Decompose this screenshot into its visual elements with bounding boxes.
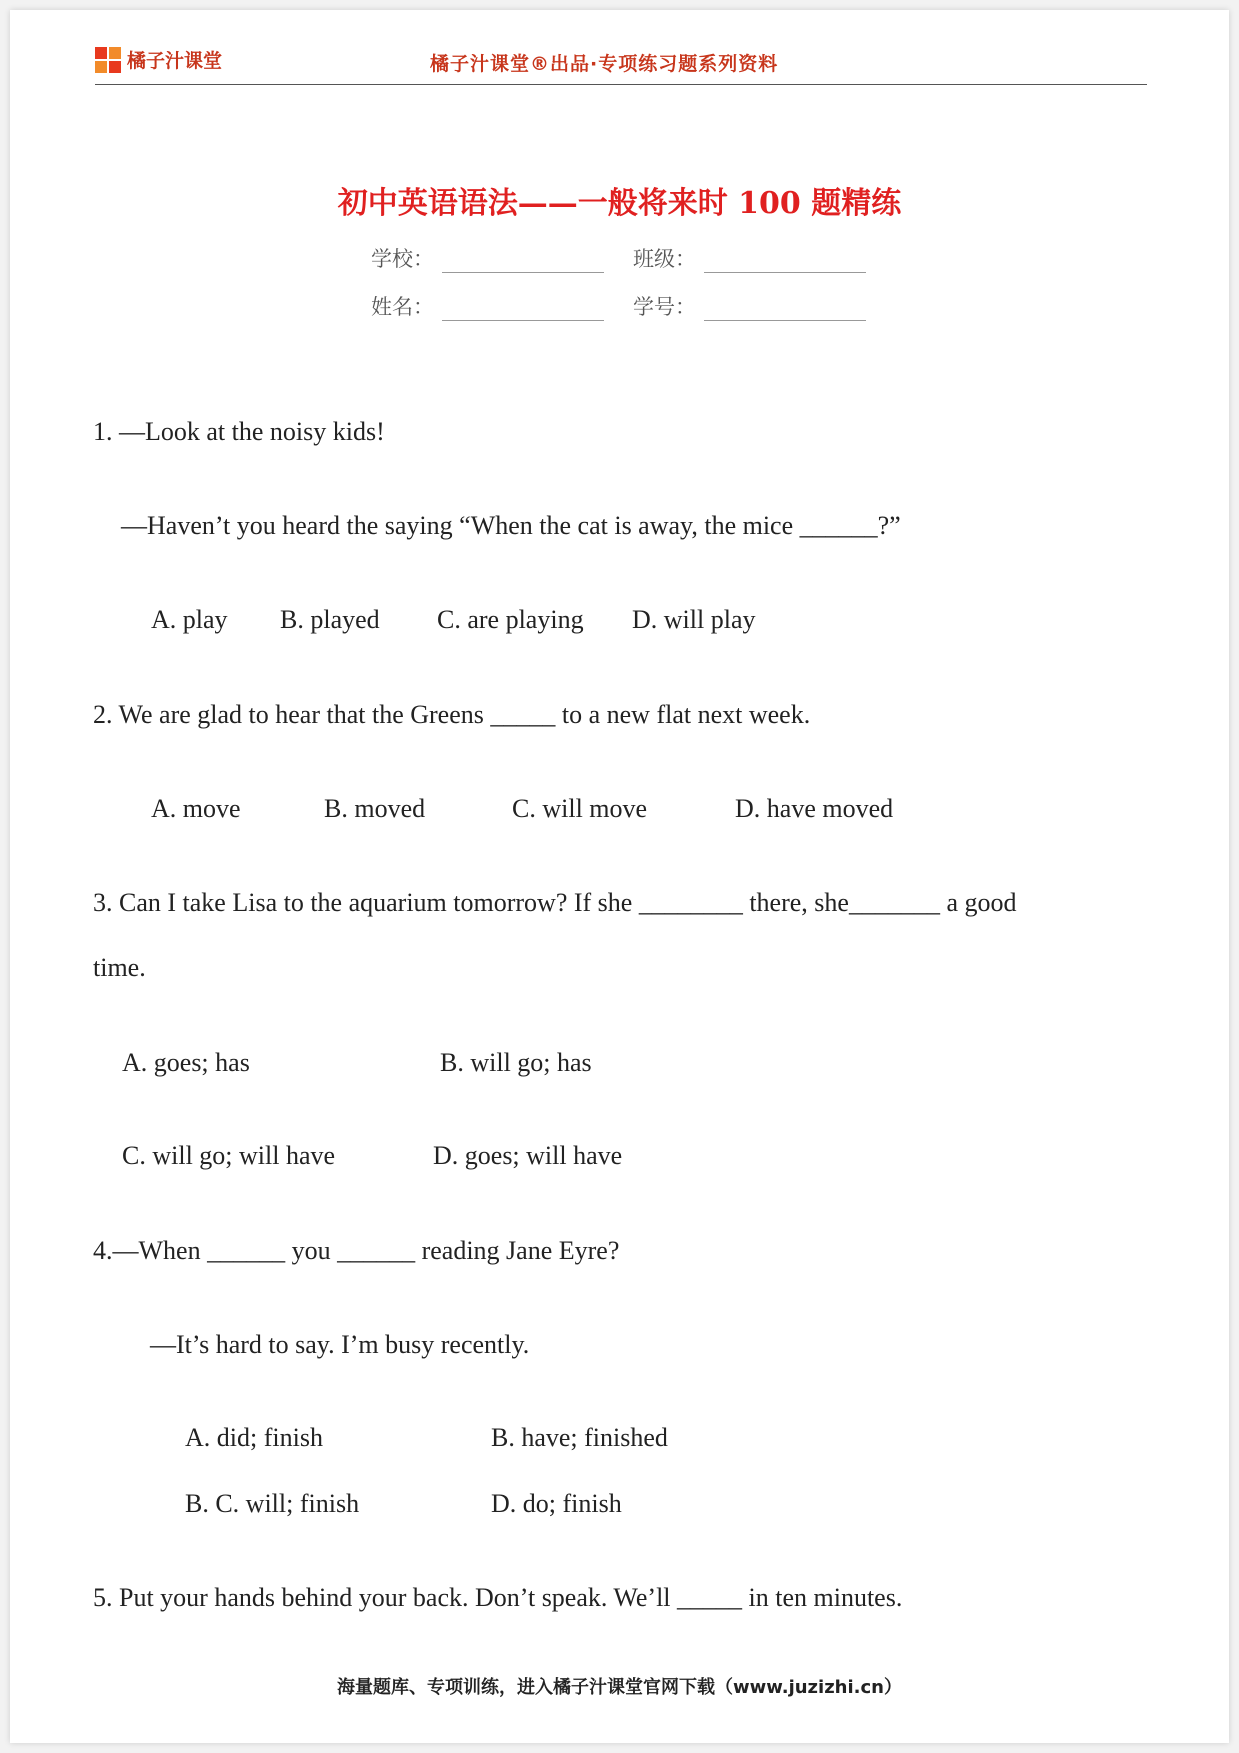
question-4-option-c: B. C. will; finish xyxy=(185,1489,360,1518)
question-3-prompt: 3. Can I take Lisa to the aquarium tomorrow? If she ________ there, she_______ a good xyxy=(93,888,1017,917)
question-1-option-c: C. are playing xyxy=(437,605,584,634)
class-field xyxy=(633,243,866,273)
logo-text: 橘子汁课堂 xyxy=(127,50,223,72)
question-3-option-b: B. will go; has xyxy=(440,1048,592,1077)
school-label: 学校： xyxy=(371,247,434,271)
question-1-option-d: D. will play xyxy=(632,605,756,634)
question-5-prompt: 5. Put your hands behind your back. Don’t speak. We’ll _____ in ten minutes. xyxy=(93,1583,903,1612)
question-2-option-a: A. move xyxy=(151,794,241,823)
question-4-prompt: 4.—When ______ you ______ reading Jane Eyre? xyxy=(93,1236,620,1265)
class-blank xyxy=(704,252,866,273)
header-title: 橘子汁课堂®出品·专项练习题系列资料 xyxy=(430,53,779,75)
question-1-option-b: B. played xyxy=(280,605,380,634)
logo xyxy=(95,46,222,73)
page-footer: 海量题库、专项训练，进入橘子汁课堂官网下载（www.juzizhi.cn） xyxy=(337,1677,902,1698)
question-1-reply: —Haven’t you heard the saying “When the cat is away, the mice ______?” xyxy=(121,511,901,540)
name-label: 姓名： xyxy=(371,295,434,319)
student-no-blank xyxy=(704,300,866,321)
student-no-label: 学号： xyxy=(633,295,696,319)
question-3-option-d: D. goes; will have xyxy=(433,1141,623,1170)
question-1-prompt: 1. —Look at the noisy kids! xyxy=(93,417,385,446)
question-3-option-c: C. will go; will have xyxy=(122,1141,336,1170)
question-3-prompt-cont: time. xyxy=(93,953,146,982)
class-label: 班级： xyxy=(633,247,696,271)
question-3-option-a: A. goes; has xyxy=(122,1048,250,1077)
question-2-option-c: C. will move xyxy=(512,794,648,823)
logo-icon xyxy=(95,47,121,73)
document-page xyxy=(10,10,1229,1743)
question-2-option-d: D. have moved xyxy=(735,794,894,823)
name-blank xyxy=(442,300,604,321)
question-4-reply: —It’s hard to say. I’m busy recently. xyxy=(150,1330,530,1359)
question-4-option-b: B. have; finished xyxy=(491,1423,668,1452)
question-2-option-b: B. moved xyxy=(324,794,426,823)
question-4-option-a: A. did; finish xyxy=(185,1423,323,1452)
student-no-field xyxy=(633,291,866,321)
page-header xyxy=(95,44,1147,85)
school-blank xyxy=(442,252,604,273)
school-field xyxy=(371,243,604,273)
question-1-option-a: A. play xyxy=(151,605,228,634)
question-4-option-d: D. do; finish xyxy=(491,1489,622,1518)
name-field xyxy=(371,291,604,321)
document-title: 初中英语语法——一般将来时 100 题精练 xyxy=(337,186,902,221)
question-2-prompt: 2. We are glad to hear that the Greens _____ to a new flat next week. xyxy=(93,700,811,729)
